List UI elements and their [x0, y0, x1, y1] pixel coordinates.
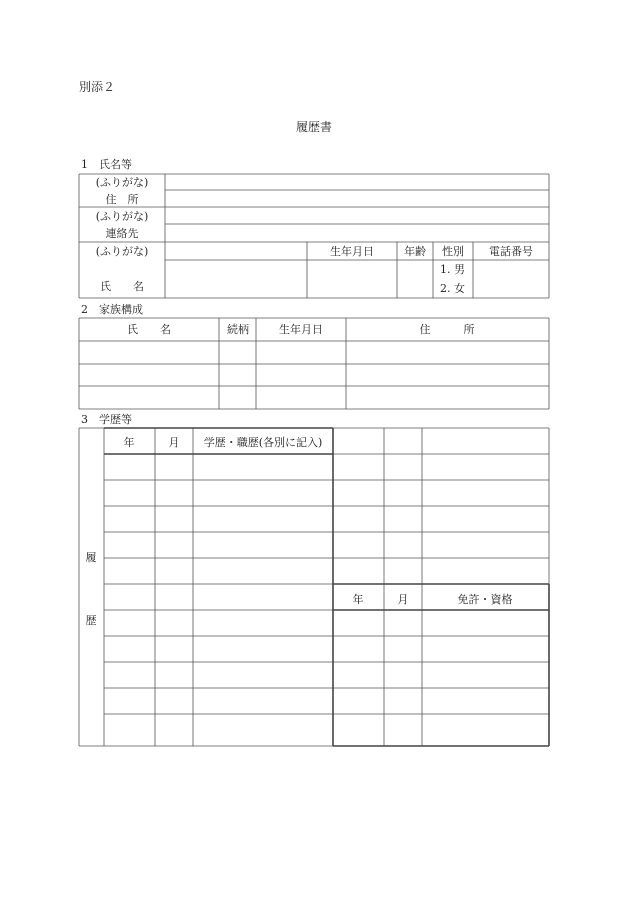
history-header-education: 学歴・職歴(各別に記入)	[203, 436, 323, 449]
furigana-label-address: (ふりがな)	[95, 176, 149, 189]
family-header-address: 住 所	[419, 323, 475, 336]
license-header-month: 月	[397, 593, 409, 606]
family-header-relation: 続柄	[227, 323, 249, 336]
license-header-year: 年	[352, 593, 364, 606]
license-header-qualification: 免許・資格	[457, 593, 513, 606]
address-label: 住 所	[105, 193, 139, 206]
section2-heading: 2 家族構成	[81, 303, 143, 316]
contact-label: 連絡先	[105, 227, 139, 240]
family-header-name: 氏 名	[127, 323, 171, 336]
furigana-label-name: (ふりがな)	[95, 245, 149, 258]
section1-heading: 1 氏名等	[81, 158, 132, 171]
gender-header: 性別	[442, 245, 464, 258]
history-header-year: 年	[123, 436, 135, 449]
phone-header: 電話番号	[489, 245, 533, 258]
page-title: 履歴書	[295, 120, 333, 134]
family-header-dob: 生年月日	[279, 323, 323, 336]
section3-heading: 3 学歴等	[81, 413, 132, 426]
age-header: 年齢	[404, 245, 426, 258]
history-side-label-1: 履	[85, 551, 97, 564]
history-header-month: 月	[168, 436, 180, 449]
name-label: 氏 名	[100, 280, 144, 293]
history-side-label-2: 歴	[85, 614, 97, 627]
dob-header: 生年月日	[330, 245, 374, 258]
gender-option-male[interactable]: 1. 男	[440, 263, 465, 276]
attachment-label: 別添２	[79, 80, 116, 94]
furigana-label-contact: (ふりがな)	[95, 210, 149, 223]
gender-option-female[interactable]: 2. 女	[440, 282, 465, 295]
